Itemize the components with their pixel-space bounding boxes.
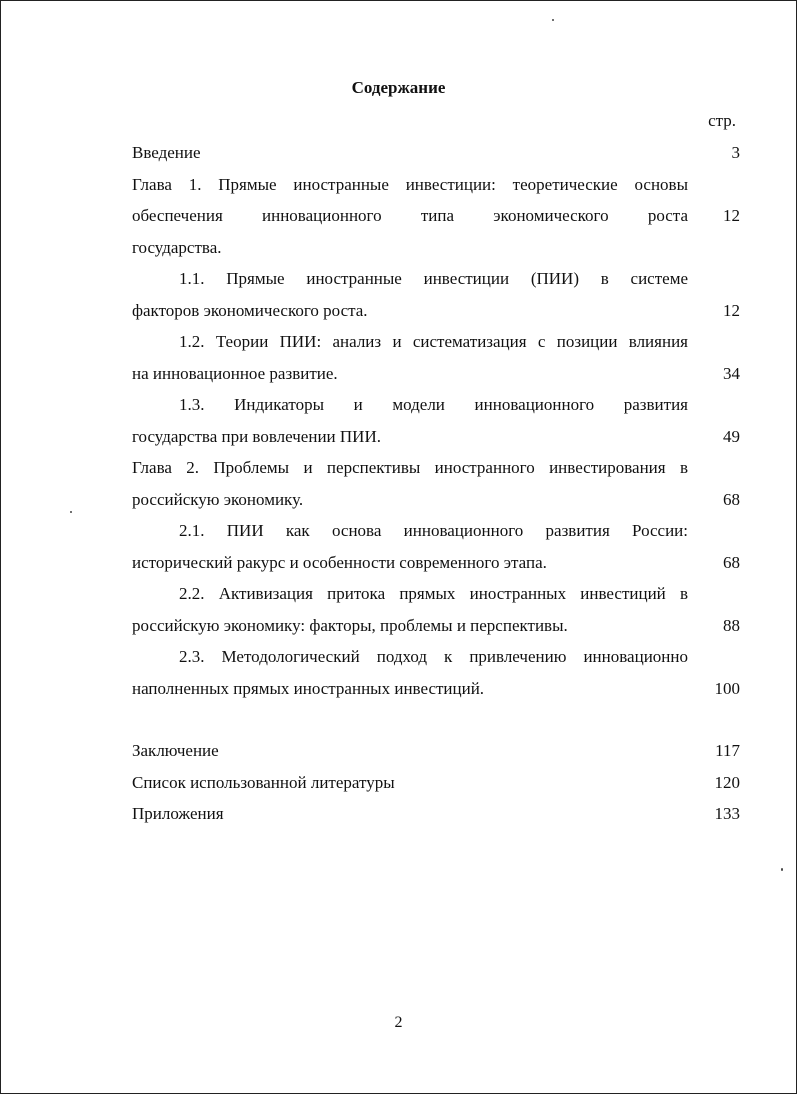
toc-entry-page-number: 68	[723, 552, 740, 572]
toc-entry-page-number: 117	[715, 741, 740, 760]
toc-entry-line: исторический ракурс и особенности современного этапа.	[132, 552, 547, 572]
toc-entry-text	[132, 452, 688, 515]
table-of-contents	[132, 137, 740, 830]
toc-entry-line: Глава 1. Прямые иностранные инвестиции: теоретические основы	[132, 174, 688, 194]
toc-entry	[132, 798, 740, 830]
toc-entry	[132, 137, 740, 169]
scan-speck	[781, 868, 783, 871]
toc-entry-page-number: 12	[723, 206, 740, 225]
toc-entry-text	[132, 641, 688, 704]
toc-entry-line: на инновационное развитие.	[132, 363, 338, 383]
footer-page-number: 2	[394, 1014, 403, 1031]
toc-entry	[132, 515, 740, 578]
toc-entry	[132, 389, 740, 452]
toc-entry-text	[132, 389, 688, 452]
toc-entry-line: Введение	[132, 143, 201, 162]
toc-entry-page-number: 68	[723, 489, 740, 509]
toc-entry-line: российскую экономику: факторы, проблемы и перспективы.	[132, 615, 568, 635]
section-gap	[132, 704, 740, 735]
toc-entry-text	[132, 735, 688, 767]
toc-entry-page-number: 133	[714, 804, 740, 823]
toc-entry-text	[132, 578, 688, 641]
toc-entry-line: государства.	[132, 237, 222, 257]
toc-entry	[132, 326, 740, 389]
toc-entry-text	[132, 137, 688, 169]
page-column-header: стр.	[708, 111, 736, 130]
toc-entry	[132, 169, 740, 264]
page-title: Содержание	[351, 78, 446, 97]
toc-entry-text	[132, 515, 688, 578]
toc-entry-line: 2.3. Методологический подход к привлечению инновационно	[179, 647, 688, 666]
toc-entry-line: государства при вовлечении ПИИ.	[132, 426, 381, 446]
toc-entry-line: факторов экономического роста.	[132, 300, 368, 320]
toc-entry-text	[132, 767, 688, 799]
toc-entry	[132, 452, 740, 515]
toc-entry-line: 2.1. ПИИ как основа инновационного развития России:	[179, 521, 688, 540]
toc-entry-line: российскую экономику.	[132, 489, 304, 509]
toc-entry	[132, 641, 740, 704]
scan-speck	[552, 19, 554, 21]
toc-entry-line: Приложения	[132, 804, 224, 823]
toc-entry-line: обеспечения инновационного типа экономического роста	[132, 206, 688, 225]
toc-entry-text	[132, 798, 688, 830]
scan-speck	[70, 511, 72, 513]
toc-entry-line: 2.2. Активизация притока прямых иностранных инвестиций в	[179, 584, 688, 603]
toc-entry-page-number: 88	[723, 615, 740, 635]
toc-entry-line: наполненных прямых иностранных инвестиций.	[132, 678, 485, 698]
toc-entry-line: Глава 2. Проблемы и перспективы иностранного инвестирования в	[132, 458, 688, 477]
toc-entry-line: 1.1. Прямые иностранные инвестиции (ПИИ) в системе	[179, 269, 688, 288]
toc-entry-text	[132, 169, 688, 264]
toc-entry-text	[132, 263, 688, 326]
toc-entry	[132, 767, 740, 799]
toc-entry-page-number: 3	[731, 143, 740, 162]
toc-entry-line: 1.3. Индикаторы и модели инновационного развития	[179, 395, 688, 414]
toc-entry	[132, 735, 740, 767]
toc-entry-line: Список использованной литературы	[132, 772, 395, 792]
toc-entry-text	[132, 326, 688, 389]
toc-entry-page-number: 100	[714, 678, 740, 698]
toc-entry-page-number: 49	[723, 426, 740, 446]
toc-entry-line: 1.2. Теории ПИИ: анализ и систематизация с позиции влияния	[179, 332, 688, 351]
toc-entry-page-number: 120	[714, 772, 740, 792]
toc-entry	[132, 263, 740, 326]
toc-entry-page-number: 12	[723, 300, 740, 320]
toc-entry	[132, 578, 740, 641]
toc-entry-line: Заключение	[132, 741, 219, 760]
toc-entry-page-number: 34	[723, 363, 740, 383]
